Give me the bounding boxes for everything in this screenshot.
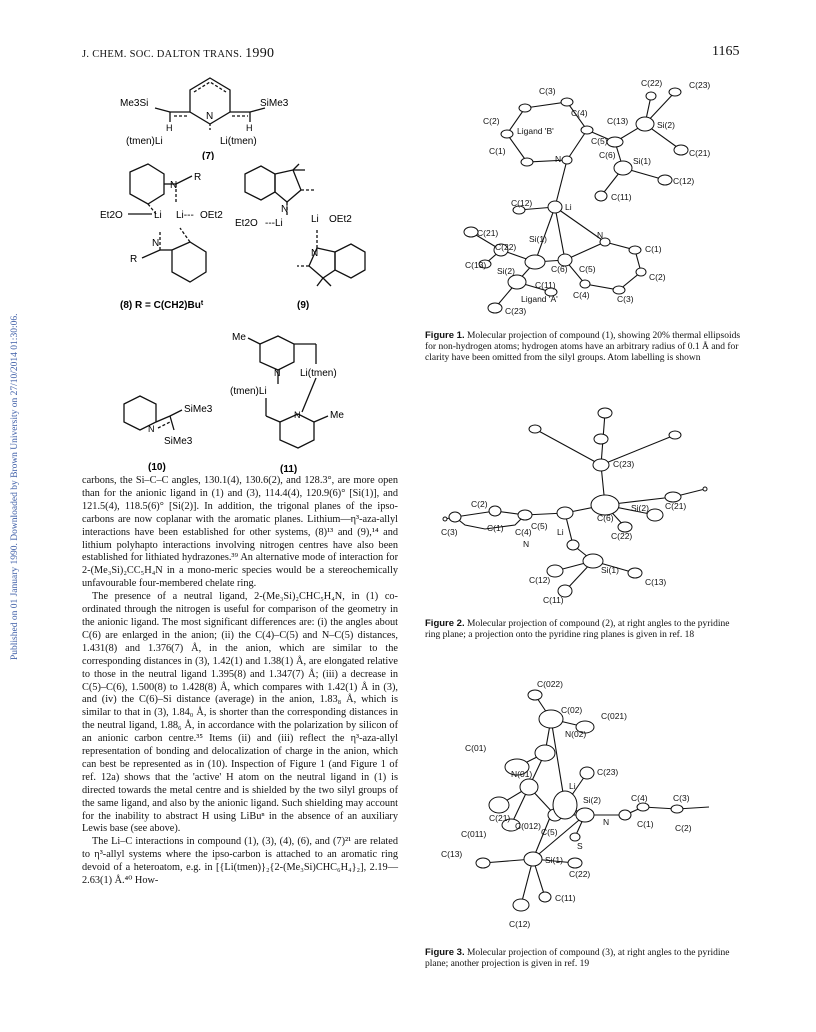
s11-me-bottom: Me <box>330 410 344 421</box>
fig2-atom-0: C(23) <box>613 459 635 469</box>
figure-1-drawing <box>455 72 745 322</box>
journal-year: 1990 <box>245 46 275 61</box>
fig2-atom-11: C(22) <box>611 531 633 541</box>
fig2-atom-12: C(12) <box>529 575 551 585</box>
s7-li-left: (tmen)Li <box>126 136 163 147</box>
s10-sime3-top: SiMe3 <box>184 404 213 415</box>
fig3-atom-16: C(1) <box>637 819 654 829</box>
fig2-atom-6: C(5) <box>531 521 548 531</box>
fig2-atom-4: C(3) <box>441 527 458 537</box>
s9-n-bottom: N <box>311 248 319 259</box>
fig3-atom-0: C(022) <box>537 679 563 689</box>
figure-2-label: Figure 2. <box>425 618 465 629</box>
s7-label: (7) <box>202 151 215 160</box>
fig3-atom-4: C(01) <box>465 743 487 753</box>
figure-3-label: Figure 3. <box>425 947 465 958</box>
fig1-atom-0: C(3) <box>539 86 556 96</box>
fig3-atom-14: C(5) <box>541 827 558 837</box>
s9-oet2: OEt2 <box>329 214 352 225</box>
fig1-atom-11: C(21) <box>689 148 711 158</box>
fig2-atom-13: Si(1) <box>601 565 619 575</box>
fig3-atom-2: C(021) <box>601 711 627 721</box>
fig3-atom-8: Si(2) <box>583 795 601 805</box>
fig2-atom-10: Li <box>557 527 564 537</box>
journal-name: J. CHEM. SOC. DALTON TRANS. <box>82 49 243 60</box>
body-text <box>82 475 398 888</box>
s7-n: N <box>206 111 214 122</box>
figure-1-caption <box>425 330 743 365</box>
s7-h-left: H <box>166 123 173 133</box>
fig2-atom-1: C(2) <box>471 499 488 509</box>
figure-3-text: Molecular projection of compound (3), at right angles to the pyridine plane; another projection is given in ref. 19 <box>425 948 730 970</box>
fig3-atom-17: C(2) <box>675 823 692 833</box>
figure-2-caption <box>425 618 743 641</box>
structure-10 <box>118 392 238 472</box>
fig1-atom-7: Si(2) <box>657 120 675 130</box>
s8-n-top: N <box>170 180 178 191</box>
fig3-atom-9: C(21) <box>489 813 511 823</box>
fig1-atom-26: C(5) <box>579 264 596 274</box>
fig3-atom-22: C(11) <box>555 893 576 903</box>
fig3-atom-1: C(02) <box>561 705 583 715</box>
figure-1-text: Molecular projection of compound (1), showing 20% thermal ellipsoids for non-hydrogen atoms; hydrogen atoms have an arbitrary radius of 0.1 Å and for clarity have been omitted from the silyl groups. Atom labelling is shown <box>425 331 741 364</box>
fig3-atom-15: N <box>603 817 610 827</box>
fig2-atom-9: N <box>523 539 530 549</box>
fig3-atom-3: N(02) <box>565 729 587 739</box>
s11-label: (11) <box>280 464 298 475</box>
s9-li-right: Li <box>311 214 319 225</box>
fig1-atom-28: C(11) <box>535 280 556 290</box>
s10-n: N <box>148 424 155 434</box>
fig3-atom-7: Li <box>569 781 576 791</box>
fig3-atom-10: C(012) <box>515 821 541 831</box>
structure-7 <box>110 70 310 160</box>
s7-sime3-left: Me3Si <box>120 98 149 109</box>
fig2-atom-8: C(4) <box>515 527 532 537</box>
fig2-atom-5: C(1) <box>487 523 504 533</box>
fig1-atom-23: C(13) <box>465 260 487 270</box>
s8-r-bottom: R <box>130 254 138 265</box>
s8-et2o: Et2O <box>100 210 123 221</box>
s9-n-top: N <box>281 204 289 215</box>
s10-label: (10) <box>148 462 166 472</box>
fig1-atom-4: C(2) <box>483 116 500 126</box>
s9-li-left: ---Li <box>265 218 283 229</box>
running-head <box>82 46 274 62</box>
s9-et2o: Et2O <box>235 218 258 229</box>
fig1-atom-16: C(12) <box>511 198 533 208</box>
s7-li-right: Li(tmen) <box>220 136 257 147</box>
s11-n-top: N <box>274 368 281 378</box>
fig1-atom-25: C(6) <box>551 264 568 274</box>
fig1-atom-22: C(22) <box>495 242 517 252</box>
fig1-atom-15: C(12) <box>673 176 695 186</box>
s10-sime3-bottom: SiMe3 <box>164 436 193 447</box>
figure-2-drawing <box>425 395 735 610</box>
fig1-atom-13: Si(1) <box>633 156 651 166</box>
fig3-atom-20: Si(1) <box>545 855 563 865</box>
structure-11 <box>230 330 370 475</box>
figure-3-caption <box>425 947 743 970</box>
s7-h-right: H <box>246 123 253 133</box>
fig1-atom-19: Si(1) <box>529 234 547 244</box>
fig1-atom-10: C(6) <box>599 150 616 160</box>
s8-label <box>120 300 204 312</box>
download-note: Published on 01 January 1990. Downloaded by Brown University on 27/10/2014 01:30:06. <box>10 313 20 660</box>
paragraph-2: The presence of a neutral ligand, 2-(Me₃Si)₂CHC₅H₄N, in (1) co-ordinated through the nitrogen is useful for comparison of the geometry in the anionic ligand. The most significant differences are: (i) the angles about C(6) are enlarged in the anion; (ii) the C(4)–C(5) and N–C(5) distances, 1.431(8) and 1.376(7) Å, in the anion, which are similar to the corresponding distances in (3), 1.42(1) and 1.38(1) Å, are elongated relative to those in the neutral ligand 1.395(8) and 1.347(7) Å; (iii) a decrease in C(5)–C(6), 1.500(8) to 1.428(8) Å, which compares with 1.42(1) Å in (3), and (iv) the C(6)–Si distance (average) in the anion, 1.83₈ Å, which is similar to that in (3), 1.84₀ Å, is shorter than the corresponding distances in the neutral ligand, 1.88₆ Å, in accordance with the polarization by silicon of an anionic carbon centre.³⁵ Items (ii) and (iii) reflect the η³-aza-allyl representation of bonding and delocalization of charge in the anion, which can best be represented as in (10). Inspection of Figure 1 (and Figure 1 of ref. 12a) shows that the 'active' H atom on the neutral ligand in (1) is directed towards the metal centre and is shielded by the two silyl groups of the same ligand, and also by the anionic ligand. Such shielding may account for the inability to abstract H using LiBuⁿ in the absence of an auxiliary Lewis base (see above). <box>82 591 398 835</box>
fig1-atom-18: C(21) <box>477 228 499 238</box>
page-number: 1165 <box>712 44 740 59</box>
fig3-atom-12: C(3) <box>673 793 690 803</box>
structure-9 <box>235 162 385 312</box>
fig2-atom-2: Si(2) <box>631 503 649 513</box>
s7-sime3-right: SiMe3 <box>260 98 289 109</box>
fig1-atom-21: C(1) <box>645 244 662 254</box>
fig2-atom-7: C(6) <box>597 513 614 523</box>
figure-3-drawing <box>425 675 735 940</box>
fig1-atom-12: N <box>555 154 562 164</box>
fig2-atom-14: C(13) <box>645 577 667 587</box>
fig2-atom-3: C(21) <box>665 501 687 511</box>
fig1-atom-2: C(23) <box>689 80 711 90</box>
fig1-atom-3: C(4) <box>571 108 588 118</box>
s8-n-bottom: N <box>152 238 160 249</box>
fig3-atom-18: S <box>577 841 583 851</box>
s8-oet2: OEt2 <box>200 210 223 221</box>
fig1-atom-32: C(23) <box>505 306 527 316</box>
fig1-atom-31: Ligand 'A' <box>521 294 558 304</box>
fig1-atom-5: Ligand 'B' <box>517 126 554 136</box>
s11-me-top: Me <box>232 332 246 343</box>
paragraph-1: carbons, the Si–C–C angles, 130.1(4), 130.6(2), and 128.3°, are more open than for the anionic ligand in (1) and (3), 114.4(4), 120.9(6)° [Si(1)], and 121.5(4), 118.5(6)° [Si(2)]. In addition, the trigonal planes of the ipso-carbons are now coplanar with the aromatic planes. Lithium—η³-aza-allyl interactions have been established for other systems, (8)¹³ and (9),¹⁴ and lithium polyhapto interactions involving nitrogen centres have also been established for lithiated hydrazones.³⁹ An alternative mode of interaction for 2-(Me₃Si)₂CC₅H₄N in a mono-meric species would be a stereochemically unfavourable four-membered chelate ring. <box>82 475 398 590</box>
fig1-atom-6: C(13) <box>607 116 629 126</box>
fig3-atom-6: N(01) <box>511 769 533 779</box>
s8-r-top: R <box>194 172 202 183</box>
fig1-atom-30: C(3) <box>617 294 634 304</box>
fig1-atom-1: C(22) <box>641 78 663 88</box>
s11-li-left: (tmen)Li <box>230 386 267 397</box>
fig1-atom-24: Si(2) <box>497 266 515 276</box>
s8-li-left: Li <box>154 210 162 221</box>
figure-1-label: Figure 1. <box>425 330 465 341</box>
fig1-atom-29: C(4) <box>573 290 590 300</box>
figure-2-text: Molecular projection of compound (2), at right angles to the pyridine ring plane; a projection onto the pyridine ring planes is given in ref. 18 <box>425 619 730 641</box>
s11-li-right: Li(tmen) <box>300 368 337 379</box>
fig3-atom-5: C(23) <box>597 767 619 777</box>
s8-li-right: Li--- <box>176 210 194 221</box>
s11-n-bottom: N <box>294 410 301 420</box>
fig1-atom-8: C(5) <box>591 136 608 146</box>
fig3-atom-19: C(13) <box>441 849 463 859</box>
s8-label-sup: t <box>200 299 204 307</box>
fig1-atom-27: C(2) <box>649 272 666 282</box>
fig3-atom-21: C(22) <box>569 869 591 879</box>
fig2-atom-15: C(11) <box>543 595 564 605</box>
fig3-atom-23: C(12) <box>509 919 531 929</box>
fig1-atom-17: Li <box>565 202 572 212</box>
s8-label-text: (8) R = C(CH2)Bu <box>120 300 201 311</box>
paragraph-3: The Li–C interactions in compound (1), (3), (4), (6), and (7)²¹ are related to η³-allyl systems where the ipso-carbon is attached to an aromatic ring devoid of a heteroatom, e.g. in [{Li(tmen)}₂{2-(Me₃Si)CHC₆H₄}₂], 2.19—2.63(1) Å.⁴⁰ How- <box>82 836 398 887</box>
fig3-atom-13: C(011) <box>461 829 487 839</box>
fig3-atom-11: C(4) <box>631 793 648 803</box>
s9-label: (9) <box>297 300 310 311</box>
fig1-atom-20: N <box>597 230 604 240</box>
fig1-atom-9: C(1) <box>489 146 506 156</box>
fig1-atom-14: C(11) <box>611 192 632 202</box>
